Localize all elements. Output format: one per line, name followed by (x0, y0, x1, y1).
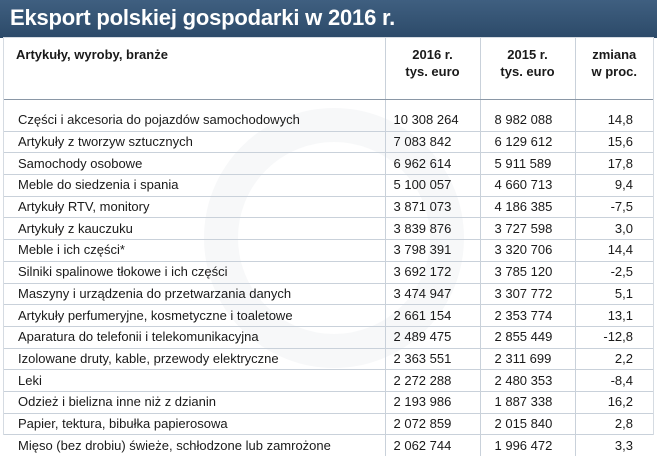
table-row (4, 153, 653, 175)
table-body (4, 100, 653, 456)
cell-value-2016: 3 692 172 (385, 261, 480, 283)
export-table (4, 38, 653, 456)
spacer-cell (4, 100, 385, 111)
cell-change: -12,8 (575, 326, 653, 348)
page-title: Eksport polskiej gospodarki w 2016 r. (10, 5, 395, 31)
cell-category: Części i akcesoria do pojazdów samochodowych (4, 110, 385, 131)
header-change-line1: zmiana (576, 46, 654, 63)
cell-value-2016: 3 839 876 (385, 218, 480, 240)
cell-category: Papier, tektura, bibułka papierosowa (4, 413, 385, 435)
cell-value-2015: 1 887 338 (480, 391, 575, 413)
cell-category: Artykuły z kauczuku (4, 218, 385, 240)
cell-value-2015: 5 911 589 (480, 153, 575, 175)
cell-category: Izolowane druty, kable, przewody elektryczne (4, 348, 385, 370)
cell-category: Meble i ich części* (4, 240, 385, 262)
cell-change: 2,8 (575, 413, 653, 435)
cell-category: Leki (4, 370, 385, 392)
cell-value-2016: 10 308 264 (385, 110, 480, 131)
cell-change: 5,1 (575, 283, 653, 305)
cell-category: Mięso (bez drobiu) świeże, schłodzone lub zamrożone (4, 435, 385, 456)
cell-value-2015: 2 353 774 (480, 305, 575, 327)
cell-category: Silniki spalinowe tłokowe i ich części (4, 261, 385, 283)
header-change-line2: w proc. (576, 63, 654, 80)
cell-value-2015: 4 660 713 (480, 175, 575, 197)
cell-value-2016: 2 661 154 (385, 305, 480, 327)
cell-change: 2,2 (575, 348, 653, 370)
cell-value-2016: 2 363 551 (385, 348, 480, 370)
cell-value-2016: 3 871 073 (385, 196, 480, 218)
cell-category: Odzież i bielizna inne niż z dzianin (4, 391, 385, 413)
cell-value-2016: 3 798 391 (385, 240, 480, 262)
cell-value-2016: 3 474 947 (385, 283, 480, 305)
cell-value-2015: 2 480 353 (480, 370, 575, 392)
header-2016 (385, 38, 480, 100)
table-row (4, 196, 653, 218)
table-row (4, 391, 653, 413)
cell-change: 13,1 (575, 305, 653, 327)
cell-change: -7,5 (575, 196, 653, 218)
cell-value-2015: 6 129 612 (480, 131, 575, 153)
cell-value-2016: 5 100 057 (385, 175, 480, 197)
header-name (4, 38, 385, 100)
table-row (4, 175, 653, 197)
cell-change: 9,4 (575, 175, 653, 197)
table-header-row (4, 38, 653, 100)
cell-category: Artykuły z tworzyw sztucznych (4, 131, 385, 153)
cell-change: 3,3 (575, 435, 653, 456)
header-2016-unit: tys. euro (386, 63, 480, 80)
cell-value-2016: 2 062 744 (385, 435, 480, 456)
table-row (4, 261, 653, 283)
cell-value-2016: 7 083 842 (385, 131, 480, 153)
cell-value-2015: 2 015 840 (480, 413, 575, 435)
header-change (575, 38, 653, 100)
cell-value-2015: 3 320 706 (480, 240, 575, 262)
cell-change: -8,4 (575, 370, 653, 392)
table-row (4, 305, 653, 327)
cell-change: -2,5 (575, 261, 653, 283)
header-2016-year: 2016 r. (386, 46, 480, 63)
cell-change: 3,0 (575, 218, 653, 240)
cell-change: 16,2 (575, 391, 653, 413)
cell-value-2016: 6 962 614 (385, 153, 480, 175)
cell-value-2016: 2 072 859 (385, 413, 480, 435)
cell-category: Artykuły perfumeryjne, kosmetyczne i toaletowe (4, 305, 385, 327)
spacer-cell (480, 100, 575, 111)
cell-change: 14,8 (575, 110, 653, 131)
cell-category: Artykuły RTV, monitory (4, 196, 385, 218)
cell-value-2015: 3 785 120 (480, 261, 575, 283)
table-row (4, 283, 653, 305)
cell-change: 14,4 (575, 240, 653, 262)
cell-category: Aparatura do telefonii i telekomunikacyjna (4, 326, 385, 348)
header-name-label: Artykuły, wyroby, branże (16, 47, 168, 62)
export-table-panel (4, 38, 653, 434)
title-bar (0, 0, 657, 38)
table-row (4, 326, 653, 348)
spacer-cell (575, 100, 653, 111)
table-row (4, 240, 653, 262)
cell-value-2015: 3 727 598 (480, 218, 575, 240)
cell-category: Maszyny i urządzenia do przetwarzania danych (4, 283, 385, 305)
header-2015-unit: tys. euro (481, 63, 575, 80)
table-row (4, 413, 653, 435)
table-row (4, 348, 653, 370)
header-2015-year: 2015 r. (481, 46, 575, 63)
cell-value-2015: 2 855 449 (480, 326, 575, 348)
spacer-row (4, 100, 653, 111)
cell-change: 15,6 (575, 131, 653, 153)
header-2015 (480, 38, 575, 100)
cell-value-2015: 1 996 472 (480, 435, 575, 456)
spacer-cell (385, 100, 480, 111)
cell-value-2016: 2 489 475 (385, 326, 480, 348)
table-row (4, 131, 653, 153)
cell-value-2015: 2 311 699 (480, 348, 575, 370)
cell-category: Samochody osobowe (4, 153, 385, 175)
table-row (4, 218, 653, 240)
cell-category: Meble do siedzenia i spania (4, 175, 385, 197)
cell-value-2015: 3 307 772 (480, 283, 575, 305)
cell-value-2016: 2 193 986 (385, 391, 480, 413)
table-row (4, 370, 653, 392)
cell-value-2015: 4 186 385 (480, 196, 575, 218)
cell-change: 17,8 (575, 153, 653, 175)
table-row (4, 110, 653, 131)
cell-value-2016: 2 272 288 (385, 370, 480, 392)
cell-value-2015: 8 982 088 (480, 110, 575, 131)
